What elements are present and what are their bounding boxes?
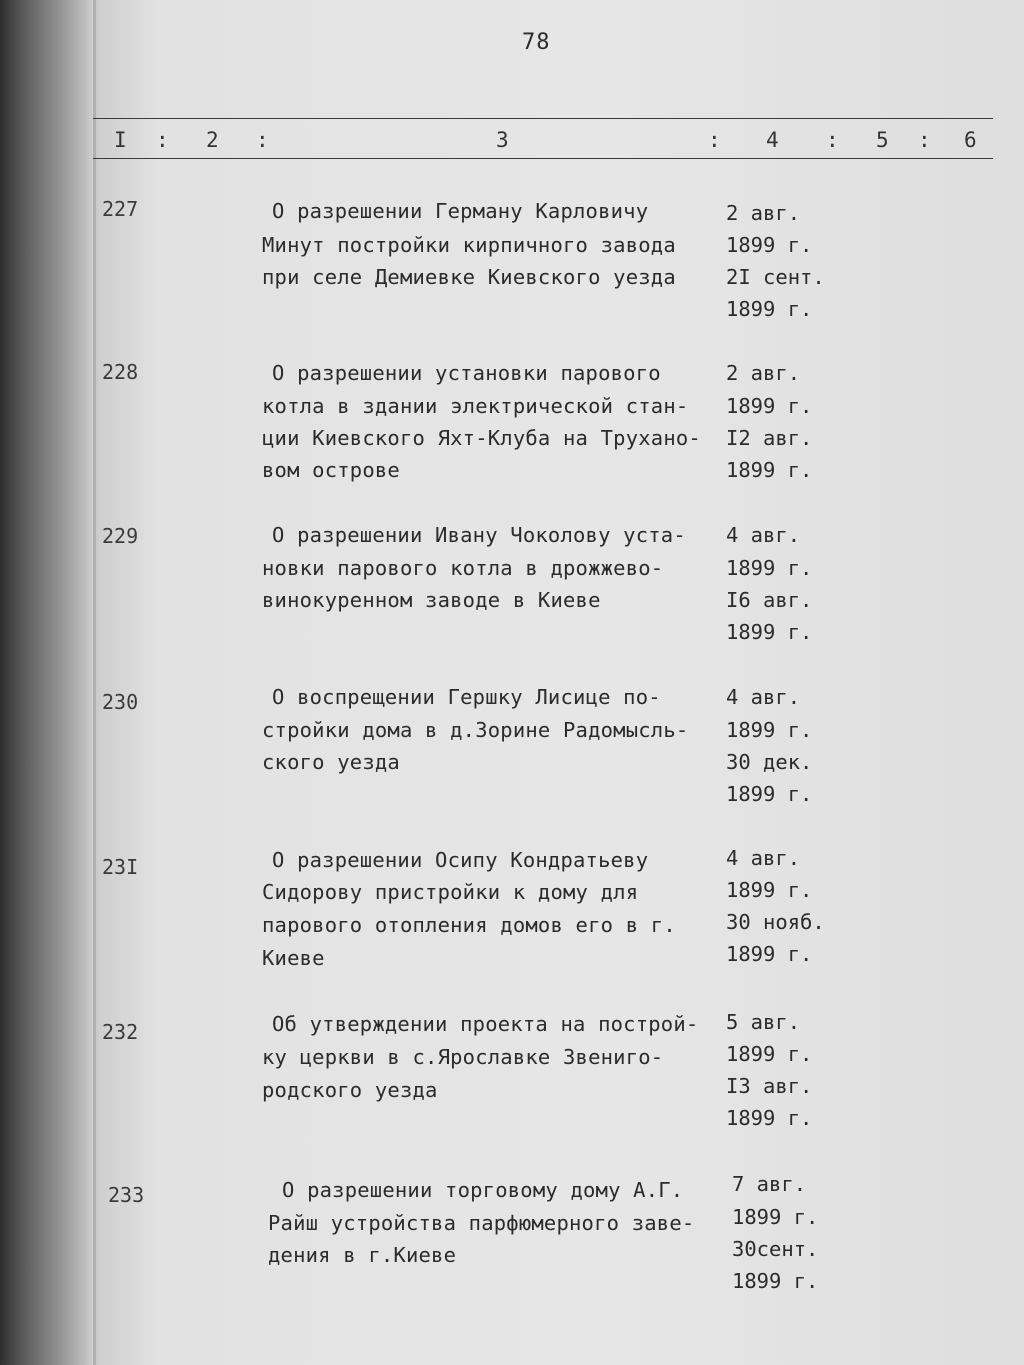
record-date: 2 авг. [726, 361, 801, 385]
record-text-line: О разрешении установки парового [272, 361, 661, 385]
record-number: 228 [102, 360, 139, 384]
record-date: 2 авг. [726, 201, 801, 225]
record-text-line: О разрешении Ивану Чоколову уста- [272, 523, 686, 547]
column-header: 2 [206, 128, 219, 152]
record-text-line: О разрешении Герману Карловичу [272, 199, 649, 223]
column-separator: : [256, 128, 269, 152]
record-number: 227 [102, 197, 139, 221]
record-text-line: Райш устройства парфюмерного заве- [268, 1211, 695, 1235]
record-date: 1899 г. [726, 718, 813, 742]
record-date: 4 авг. [726, 846, 801, 870]
record-date: 4 авг. [726, 685, 801, 709]
record-date: 1899 г. [726, 942, 813, 966]
record-date: 5 авг. [726, 1010, 801, 1034]
record-text-line: Минут постройки кирпичного завода [262, 233, 676, 257]
record-date: 1899 г. [732, 1269, 819, 1293]
record-text-line: ку церкви в с.Ярославке Звениго- [262, 1045, 664, 1069]
record-date: I6 авг. [726, 588, 813, 612]
record-text-line: ции Киевского Яхт-Клуба на Трухано- [262, 426, 701, 450]
column-header: I [114, 128, 127, 152]
record-date: 30сент. [732, 1237, 819, 1261]
record-text-line: ского уезда [262, 750, 400, 774]
record-number: 232 [102, 1020, 139, 1044]
record-text-line: Сидорову пристройки к дому для [262, 880, 639, 904]
record-date: 1899 г. [726, 556, 813, 580]
column-separator: : [826, 128, 839, 152]
record-date: I3 авг. [726, 1074, 813, 1098]
record-text-line: О воспрещении Гершку Лисице по- [272, 685, 661, 709]
record-text-line: Киеве [262, 946, 325, 970]
record-text-line: котла в здании электрической стан- [262, 394, 689, 418]
record-date: 1899 г. [726, 394, 813, 418]
record-date: 1899 г. [726, 233, 813, 257]
record-date: I2 авг. [726, 426, 813, 450]
record-date: 1899 г. [726, 1106, 813, 1130]
record-date: 1899 г. [726, 620, 813, 644]
record-date: 1899 г. [726, 297, 813, 321]
record-date: 1899 г. [726, 878, 813, 902]
page-number: 78 [522, 30, 551, 55]
record-number: 230 [102, 690, 139, 714]
record-date: 1899 г. [732, 1205, 819, 1229]
header-rule-bottom [93, 158, 993, 159]
record-text-line: стройки дома в д.Зорине Радомысль- [262, 718, 689, 742]
column-separator: : [918, 128, 931, 152]
record-text-line: родского уезда [262, 1078, 438, 1102]
book-spine-shadow [0, 0, 96, 1365]
column-header: 5 [876, 128, 889, 152]
record-date: 7 авг. [732, 1172, 807, 1196]
record-text-line: новки парового котла в дрожжево- [262, 556, 664, 580]
page-edge [93, 0, 96, 1365]
record-text-line: О разрешении Осипу Кондратьеву [272, 848, 649, 872]
record-date: 1899 г. [726, 782, 813, 806]
column-header: 6 [964, 128, 977, 152]
record-text-line: парового отопления домов его в г. [262, 913, 676, 937]
record-text-line: винокуренном заводе в Киеве [262, 588, 601, 612]
record-date: 1899 г. [726, 1042, 813, 1066]
column-separator: : [708, 128, 721, 152]
record-number: 229 [102, 524, 139, 548]
record-date: 30 дек. [726, 750, 813, 774]
record-date: 30 нояб. [726, 910, 825, 934]
record-number: 233 [108, 1183, 145, 1207]
record-number: 23I [102, 855, 139, 879]
record-date: 4 авг. [726, 523, 801, 547]
record-text-line: при селе Демиевке Киевского уезда [262, 265, 676, 289]
record-text-line: Об утверждении проекта на построй- [272, 1012, 699, 1036]
record-text-line: вом острове [262, 458, 400, 482]
record-date: 2I сент. [726, 265, 825, 289]
column-header: 3 [496, 128, 509, 152]
record-text-line: дения в г.Киеве [268, 1243, 457, 1267]
record-date: 1899 г. [726, 458, 813, 482]
column-separator: : [156, 128, 169, 152]
column-header: 4 [766, 128, 779, 152]
record-text-line: О разрешении торговому дому А.Г. [282, 1178, 684, 1202]
header-rule-top [93, 118, 993, 119]
